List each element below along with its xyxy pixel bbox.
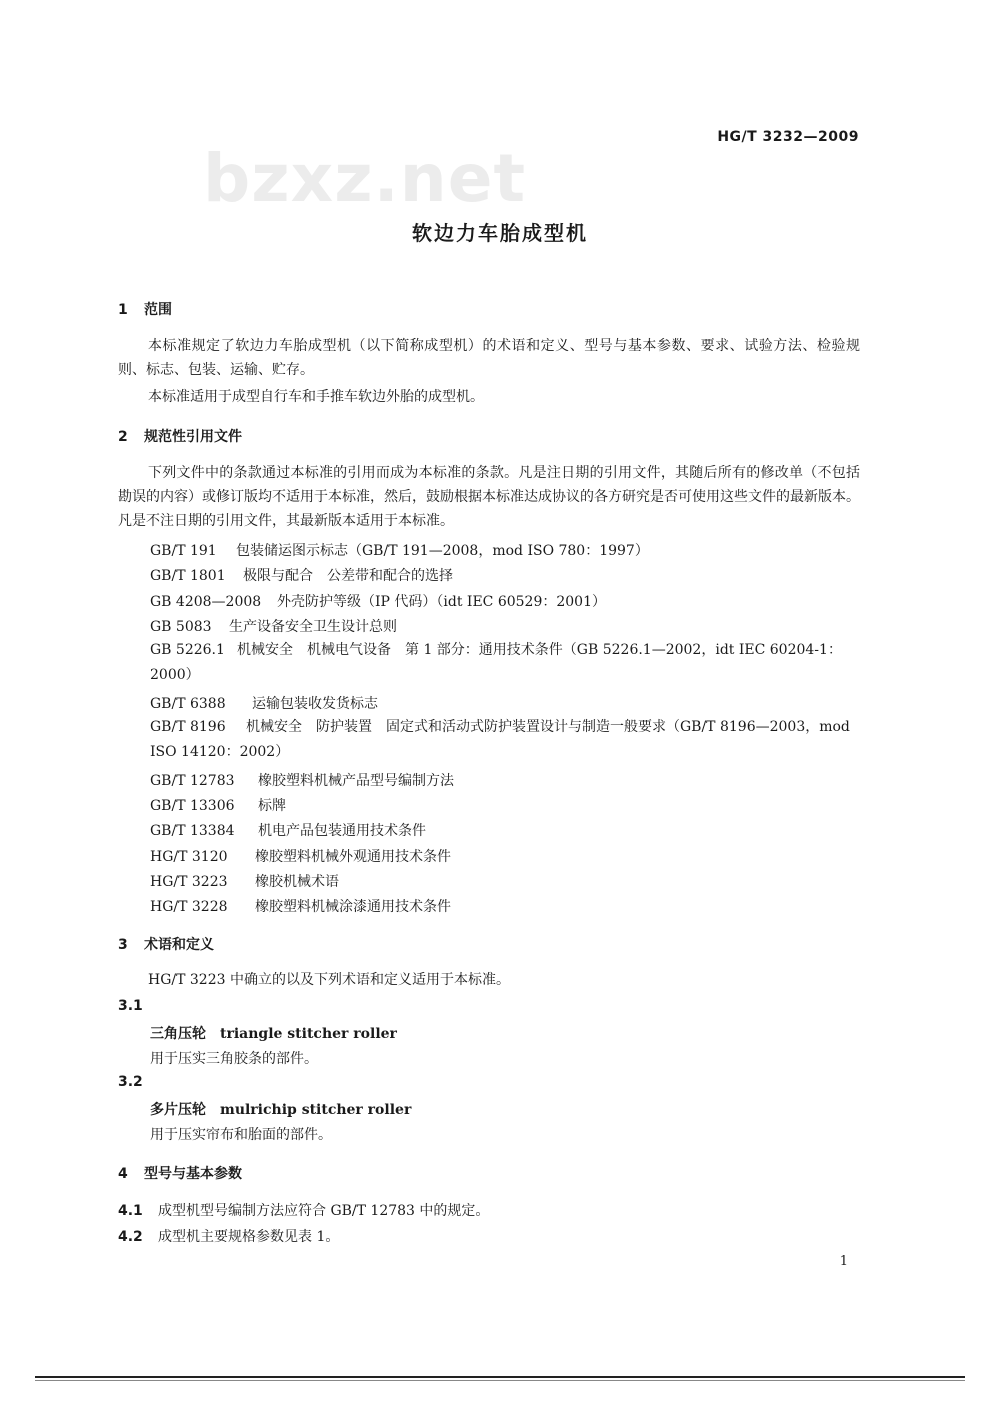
reference-title: 橡胶塑料机械涂漆通用技术条件: [255, 899, 451, 915]
section-number: 4: [118, 1166, 128, 1182]
reference-item: [150, 715, 860, 765]
reference-item: [150, 795, 286, 815]
reference-code: GB/T 1801: [150, 568, 226, 584]
reference-code: HG/T 3223: [150, 874, 228, 890]
reference-title: 机械安全 机械电气设备 第 1 部分：通用技术条件（GB 5226.1—2002，idt IEC 60204-1：2000）: [150, 642, 842, 683]
section-number: 3: [118, 937, 128, 953]
section-title: 范围: [144, 302, 172, 318]
term-chinese: 三角压轮: [150, 1026, 206, 1042]
term-english: triangle stitcher roller: [220, 1026, 397, 1042]
reference-code: GB/T 191: [150, 543, 217, 559]
reference-title: 机电产品包装通用技术条件: [258, 823, 426, 839]
reference-title: 包装储运图示标志（GB/T 191—2008，mod ISO 780：1997）: [236, 543, 649, 559]
standard-number: HG/T 3232—2009: [717, 129, 859, 145]
section-number: 2: [118, 429, 128, 445]
reference-item: [150, 820, 426, 840]
reference-title: 橡胶塑料机械产品型号编制方法: [258, 773, 454, 789]
term-heading: [150, 1023, 397, 1043]
reference-item: [150, 896, 451, 916]
section-1-heading: [118, 299, 172, 319]
section-title: 术语和定义: [144, 937, 214, 953]
section-1-paragraph-1: 本标准规定了软边力车胎成型机（以下简称成型机）的术语和定义、型号与基本参数、要求、试验方法、检验规则、标志、包装、运输、贮存。: [118, 338, 860, 378]
reference-title: 橡胶机械术语: [255, 874, 339, 890]
reference-title: 生产设备安全卫生设计总则: [229, 619, 397, 635]
section-title: 规范性引用文件: [144, 429, 242, 445]
section-3-heading: [118, 934, 214, 954]
section-2-heading: [118, 426, 242, 446]
reference-title: 运输包装收发货标志: [252, 696, 378, 712]
section-title: 型号与基本参数: [144, 1166, 242, 1182]
reference-item: [150, 693, 378, 713]
clause-number: 4.1: [118, 1203, 143, 1219]
document-title: 软边力车胎成型机: [412, 221, 588, 245]
clause-number: 4.2: [118, 1229, 143, 1245]
reference-item: [150, 638, 860, 688]
footer-rule-thin: [35, 1380, 965, 1381]
term-heading: [150, 1099, 411, 1119]
term-english: mulrichip stitcher roller: [220, 1102, 412, 1118]
reference-code: HG/T 3228: [150, 899, 228, 915]
reference-item: [150, 616, 397, 636]
term-definition: 用于压实三角胶条的部件。: [150, 1051, 318, 1067]
reference-code: GB 4208—2008: [150, 594, 262, 610]
term-chinese: 多片压轮: [150, 1102, 206, 1118]
reference-code: GB 5226.1: [150, 642, 225, 658]
section-2-paragraph-1: 下列文件中的条款通过本标准的引用而成为本标准的条款。凡是注日期的引用文件，其随后所有的修改单（不包括勘误的内容）或修订版均不适用于本标准，然后，鼓励根据本标准达成协议的各方研究是否可使用这些文件的最新版本。凡是不注日期的引用文件，其最新版本适用于本标准。: [118, 465, 860, 529]
reference-title: 外壳防护等级（IP 代码）（idt IEC 60529：2001）: [277, 594, 606, 610]
reference-item: [150, 565, 453, 585]
term-number: 3.1: [118, 998, 143, 1014]
reference-code: GB/T 6388: [150, 696, 226, 712]
reference-title: 标牌: [258, 798, 286, 814]
section-number: 1: [118, 302, 128, 318]
clause-item: [118, 1226, 339, 1246]
reference-item: [150, 846, 451, 866]
footer-rule: [35, 1376, 965, 1378]
reference-title: 机械安全 防护装置 固定式和活动式防护装置设计与制造一般要求（GB/T 8196—2003，mod ISO 14120：2002）: [150, 719, 850, 760]
reference-code: HG/T 3120: [150, 849, 228, 865]
section-4-heading: [118, 1163, 242, 1183]
reference-item: [150, 540, 649, 560]
reference-item: [150, 591, 606, 611]
reference-code: GB 5083: [150, 619, 212, 635]
section-1-paragraph-2: 本标准适用于成型自行车和手推车软边外胎的成型机。: [148, 389, 484, 405]
reference-title: 橡胶塑料机械外观通用技术条件: [255, 849, 451, 865]
term-definition: 用于压实帘布和胎面的部件。: [150, 1127, 332, 1143]
section-3-paragraph-1: HG/T 3223 中确立的以及下列术语和定义适用于本标准。: [148, 972, 510, 988]
clause-text: 成型机型号编制方法应符合 GB/T 12783 中的规定。: [158, 1203, 490, 1219]
reference-item: [150, 871, 339, 891]
reference-code: GB/T 8196: [150, 719, 226, 735]
watermark: bzxz.net: [203, 140, 527, 217]
reference-code: GB/T 13384: [150, 823, 235, 839]
reference-code: GB/T 12783: [150, 773, 235, 789]
reference-item: [150, 770, 454, 790]
clause-item: [118, 1200, 489, 1220]
page-number: 1: [839, 1254, 848, 1269]
reference-title: 极限与配合 公差带和配合的选择: [243, 568, 453, 584]
term-number: 3.2: [118, 1074, 143, 1090]
reference-code: GB/T 13306: [150, 798, 235, 814]
clause-text: 成型机主要规格参数见表 1。: [158, 1229, 340, 1245]
